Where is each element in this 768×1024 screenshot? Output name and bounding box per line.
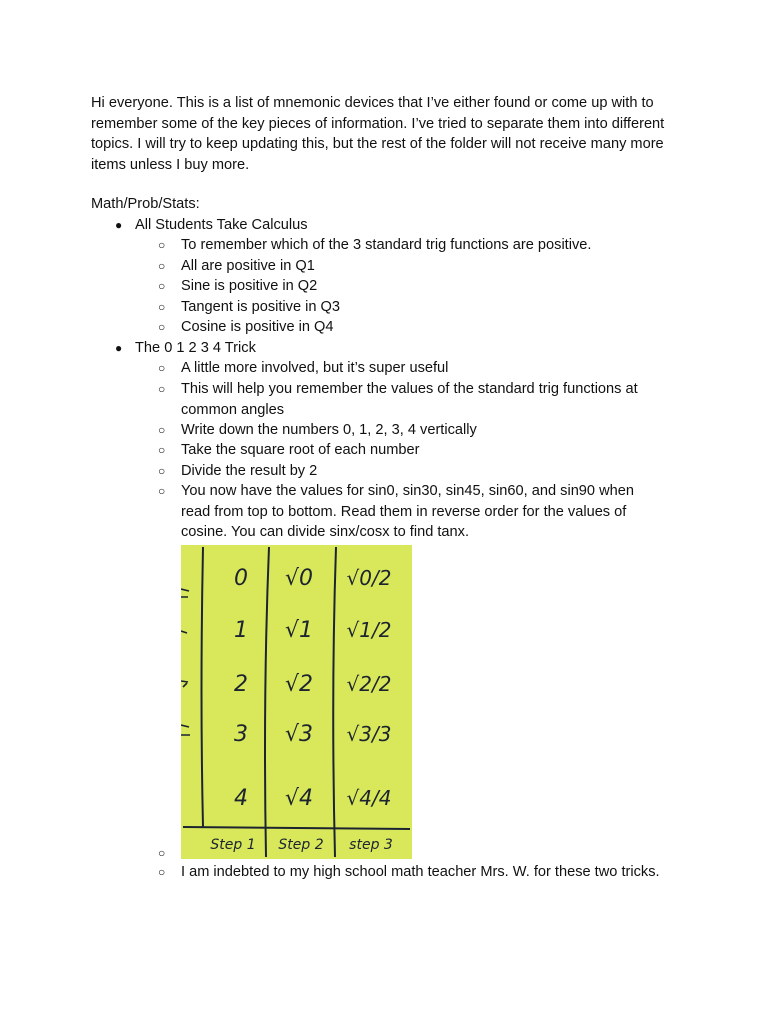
step2-value: √0 — [284, 566, 314, 591]
step1-value: 2 — [234, 672, 248, 697]
filled-bullet-icon: ● — [115, 218, 123, 232]
sub-list-item-text: All are positive in Q1 — [181, 258, 315, 274]
sub-list-item-text: A little more involved, but it’s super useful — [181, 360, 449, 376]
sticky-note-image — [181, 545, 412, 859]
step1-value: 1 — [234, 618, 248, 643]
list-item-label: All Students Take Calculus — [135, 217, 308, 233]
hollow-bullet-icon: ○ — [158, 464, 166, 478]
sub-list-item-text: Take the square root of each number — [181, 442, 420, 458]
step3-value: √2/2 — [346, 672, 392, 696]
sub-list-item-text: To remember which of the 3 standard trig functions are positive. — [181, 237, 592, 253]
sub-list-item-text: Write down the numbers 0, 1, 2, 3, 4 vertically — [181, 422, 477, 438]
sub-list-item-text: Sine is positive in Q2 — [181, 278, 318, 294]
step2-value: √4 — [284, 786, 314, 811]
step3-value: √1/2 — [346, 618, 392, 642]
step3-value: √3/3 — [346, 722, 392, 746]
hollow-bullet-icon: ○ — [158, 382, 166, 396]
step-label: step 3 — [349, 837, 393, 853]
hollow-bullet-icon: ○ — [158, 423, 166, 437]
hollow-bullet-icon: ○ — [158, 846, 166, 860]
step1-value: 3 — [234, 722, 248, 747]
hollow-bullet-icon: ○ — [158, 484, 166, 498]
step2-value: √1 — [284, 618, 314, 643]
step3-value: √0/2 — [346, 566, 392, 590]
step2-value: √2 — [284, 672, 314, 697]
filled-bullet-icon: ● — [115, 341, 123, 355]
step1-value: 4 — [234, 786, 248, 811]
sub-list-item-text: Cosine is positive in Q4 — [181, 319, 334, 335]
hollow-bullet-icon: ○ — [158, 300, 166, 314]
hollow-bullet-icon: ○ — [158, 361, 166, 375]
section-heading: Math/Prob/Stats: — [91, 196, 200, 212]
step-label: Step 1 — [210, 837, 256, 853]
sticky-note-photo — [181, 545, 412, 859]
step3-value: √4/4 — [346, 786, 392, 810]
hollow-bullet-icon: ○ — [158, 259, 166, 273]
step2-value: √3 — [284, 722, 314, 747]
hollow-bullet-icon: ○ — [158, 443, 166, 457]
sub-list-item-text: I am indebted to my high school math teacher Mrs. W. for these two tricks. — [181, 864, 660, 880]
list-item-label: The 0 1 2 3 4 Trick — [135, 340, 256, 356]
intro-paragraph: Hi everyone. This is a list of mnemonic devices that I’ve either found or come up with to remember some of the key pieces of information. I’ve tried to separate them into different topics. I will try to keep updating this, but the rest of the folder will not receive many more items unless I buy more. — [91, 95, 665, 173]
sub-list-item-text: Tangent is positive in Q3 — [181, 299, 340, 315]
hollow-bullet-icon: ○ — [158, 279, 166, 293]
hollow-bullet-icon: ○ — [158, 238, 166, 252]
hollow-bullet-icon: ○ — [158, 320, 166, 334]
sub-list-item-text: You now have the values for sin0, sin30, sin45, sin60, and sin90 when read from top to bottom. Read them in reverse order for the values of cosine. You can divide sinx/cosx to find tanx. — [181, 483, 634, 540]
step-label: Step 2 — [278, 837, 324, 853]
step1-value: 0 — [234, 566, 248, 591]
sub-list-item-text: Divide the result by 2 — [181, 463, 318, 479]
hollow-bullet-icon: ○ — [158, 865, 166, 879]
sub-list-item-text: This will help you remember the values of the standard trig functions at common angles — [181, 381, 638, 418]
